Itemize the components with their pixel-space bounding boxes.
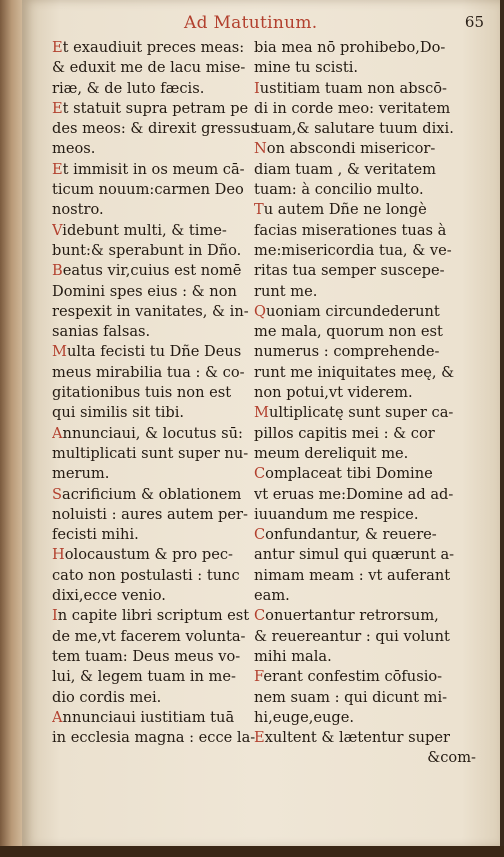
line-text: lui, & legem tuam in me- bbox=[52, 668, 236, 686]
text-line bbox=[52, 99, 274, 119]
text-line bbox=[52, 58, 274, 78]
text-line bbox=[52, 282, 274, 302]
line-text: dio cordis mei. bbox=[52, 688, 162, 706]
line-text: meus mirabilia tua : & co- bbox=[52, 363, 245, 381]
line-text: nostro. bbox=[52, 201, 104, 219]
page-title: Ad Matutinum. bbox=[184, 13, 318, 33]
text-line bbox=[254, 99, 484, 119]
text-line bbox=[254, 505, 484, 525]
rubricated-initial: E bbox=[254, 729, 265, 747]
text-line bbox=[52, 342, 274, 362]
line-text: numerus : comprehende- bbox=[254, 343, 440, 361]
rubricated-initial: A bbox=[52, 708, 63, 726]
line-text: t statuit supra petram pe bbox=[62, 99, 249, 117]
line-text: mine tu scisti. bbox=[254, 59, 359, 77]
line-text: mihi mala. bbox=[254, 647, 332, 665]
line-text: onfundantur, & reuere- bbox=[265, 526, 437, 544]
text-line bbox=[52, 79, 274, 99]
line-text: hi,euge,euge. bbox=[254, 708, 355, 726]
line-text: de me,vt facerem volunta- bbox=[52, 627, 246, 645]
line-text: onuertantur retrorsum, bbox=[265, 607, 439, 625]
text-line bbox=[254, 383, 484, 403]
text-line bbox=[254, 160, 484, 180]
line-text: in ecclesia magna : ecce la- bbox=[52, 729, 256, 747]
line-text: ticum nouum:carmen Deo bbox=[52, 181, 244, 199]
text-line bbox=[52, 383, 274, 403]
text-line bbox=[52, 464, 274, 484]
rubricated-initial: C bbox=[254, 607, 266, 625]
text-line bbox=[52, 424, 274, 444]
text-line bbox=[52, 708, 274, 728]
text-line bbox=[52, 444, 274, 464]
line-text: t immisit in os meum cā- bbox=[62, 160, 245, 178]
line-text: dixi,ecce venio. bbox=[52, 587, 166, 605]
line-text: sanias falsas. bbox=[52, 323, 151, 341]
line-text: n capite libri scriptum est bbox=[57, 607, 250, 625]
rubricated-initial: C bbox=[254, 465, 266, 483]
line-text: me:misericordia tua, & ve- bbox=[254, 241, 452, 259]
rubricated-initial: E bbox=[52, 99, 63, 117]
line-text: di in corde meo: veritatem bbox=[254, 99, 451, 117]
text-line bbox=[52, 667, 274, 687]
line-text: idebunt multi, & time- bbox=[62, 221, 227, 239]
text-line bbox=[52, 505, 274, 525]
text-line bbox=[254, 444, 484, 464]
line-text: t exaudiuit preces meas: bbox=[62, 39, 245, 56]
rubricated-initial: E bbox=[52, 160, 63, 178]
line-text: ulta fecisti tu Dñe Deus bbox=[66, 343, 242, 361]
text-line bbox=[52, 606, 274, 626]
text-line bbox=[254, 119, 484, 139]
line-text: nnunciaui iustitiam tuā bbox=[62, 708, 235, 726]
line-text: pillos capitis mei : & cor bbox=[254, 424, 435, 442]
text-line bbox=[52, 221, 274, 241]
line-text: Domini spes eius : & non bbox=[52, 282, 237, 300]
text-line bbox=[52, 180, 274, 200]
line-text: tuam: à concilio multo. bbox=[254, 181, 424, 199]
line-text: ritas tua semper suscepe- bbox=[254, 262, 445, 280]
text-line bbox=[254, 241, 484, 261]
line-text: nnunciaui, & locutus sū: bbox=[62, 424, 243, 442]
line-text: erant confestim cōfusio- bbox=[263, 668, 443, 686]
rubricated-initial: M bbox=[52, 343, 67, 361]
text-line bbox=[52, 728, 274, 748]
text-line bbox=[52, 627, 274, 647]
line-text: omplaceat tibi Domine bbox=[265, 465, 433, 483]
text-line bbox=[254, 464, 484, 484]
text-line bbox=[52, 200, 274, 220]
line-text: olocaustum & pro pec- bbox=[64, 546, 233, 564]
line-text: acrificium & oblationem bbox=[62, 485, 242, 503]
text-line bbox=[254, 363, 484, 383]
text-line bbox=[254, 342, 484, 362]
line-text: runt me. bbox=[254, 282, 318, 300]
text-line bbox=[52, 241, 274, 261]
rubricated-initial: C bbox=[254, 526, 266, 544]
text-line bbox=[254, 688, 484, 708]
line-text: non potui,vt viderem. bbox=[254, 384, 413, 402]
text-line bbox=[52, 647, 274, 667]
text-line bbox=[254, 261, 484, 281]
line-text: noluisti : aures autem per- bbox=[52, 505, 248, 523]
rubricated-initial: N bbox=[254, 140, 267, 158]
line-text: u autem Dñe ne longè bbox=[263, 201, 427, 219]
text-line bbox=[254, 424, 484, 444]
text-line bbox=[254, 525, 484, 545]
text-line bbox=[254, 139, 484, 159]
line-text: gitationibus tuis non est bbox=[52, 384, 232, 402]
line-text: nimam meam : vt auferant bbox=[254, 566, 451, 584]
text-line bbox=[254, 545, 484, 565]
folio-number: 65 bbox=[464, 13, 484, 31]
line-text: cato non postulasti : tunc bbox=[52, 566, 240, 584]
line-text: respexit in vanitates, & in- bbox=[52, 302, 249, 320]
text-line bbox=[254, 58, 484, 78]
text-line bbox=[52, 545, 274, 565]
line-text: eam. bbox=[254, 587, 290, 605]
line-text: ultiplicatę sunt super ca- bbox=[268, 404, 454, 422]
rubricated-initial: T bbox=[254, 201, 264, 219]
text-line bbox=[52, 688, 274, 708]
text-line bbox=[52, 38, 274, 58]
line-text: iuuandum me respice. bbox=[254, 505, 419, 523]
line-text: & reuereantur : qui volunt bbox=[254, 627, 450, 645]
left-text-column bbox=[52, 38, 274, 748]
text-line bbox=[52, 485, 274, 505]
line-text: on abscondi misericor- bbox=[266, 140, 436, 158]
line-text: uoniam circundederunt bbox=[265, 302, 440, 320]
line-text: bunt:& sperabunt in Dño. bbox=[52, 241, 242, 259]
line-text: runt me iniquitates meę, & bbox=[254, 363, 455, 381]
line-text: meos. bbox=[52, 140, 96, 158]
text-line bbox=[52, 261, 274, 281]
text-line bbox=[254, 403, 484, 423]
line-text: qui similis sit tibi. bbox=[52, 404, 185, 422]
text-line bbox=[254, 200, 484, 220]
line-text: tuam,& salutare tuum dixi. bbox=[254, 120, 454, 138]
text-line bbox=[254, 728, 484, 748]
rubricated-initial: E bbox=[52, 39, 63, 56]
page-bottom-edge bbox=[0, 846, 504, 857]
text-line bbox=[254, 627, 484, 647]
line-text: fecisti mihi. bbox=[52, 526, 139, 544]
text-line bbox=[254, 485, 484, 505]
text-line bbox=[52, 586, 274, 606]
line-text: ustitiam tuam non abscō- bbox=[259, 79, 447, 97]
text-line bbox=[52, 322, 274, 342]
rubricated-initial: Q bbox=[254, 302, 266, 320]
text-line bbox=[254, 282, 484, 302]
text-line bbox=[52, 403, 274, 423]
rubricated-initial: I bbox=[254, 79, 260, 97]
line-text: diam tuam , & veritatem bbox=[254, 160, 436, 178]
line-text: merum. bbox=[52, 465, 110, 483]
rubricated-initial: H bbox=[52, 546, 65, 564]
line-text: antur simul qui quærunt a- bbox=[254, 546, 455, 564]
line-text: multiplicati sunt super nu- bbox=[52, 444, 249, 462]
text-line bbox=[52, 119, 274, 139]
rubricated-initial: B bbox=[52, 262, 63, 280]
text-line bbox=[52, 302, 274, 322]
line-text: & eduxit me de lacu mise- bbox=[52, 59, 246, 77]
line-text: meum dereliquit me. bbox=[254, 444, 409, 462]
line-text: me mala, quorum non est bbox=[254, 323, 443, 341]
line-text: riæ, & de luto fæcis. bbox=[52, 79, 205, 97]
running-header bbox=[22, 13, 500, 35]
rubricated-initial: I bbox=[52, 607, 58, 625]
text-line bbox=[52, 363, 274, 383]
right-text-column bbox=[254, 38, 484, 769]
line-text: bia mea nō prohibebo,Do- bbox=[254, 39, 446, 56]
line-text: vt eruas me:Domine ad ad- bbox=[254, 485, 454, 503]
text-line bbox=[52, 566, 274, 586]
line-text: des meos: & direxit gressus bbox=[52, 120, 258, 138]
rubricated-initial: F bbox=[254, 668, 264, 686]
book-page bbox=[22, 0, 500, 848]
text-line bbox=[254, 647, 484, 667]
text-line bbox=[254, 322, 484, 342]
text-line bbox=[254, 586, 484, 606]
text-line bbox=[254, 302, 484, 322]
text-line bbox=[254, 180, 484, 200]
line-text: xultent & lætentur super bbox=[264, 729, 450, 747]
text-line bbox=[52, 139, 274, 159]
text-line bbox=[254, 667, 484, 687]
catchword: &com- bbox=[427, 749, 476, 767]
text-line bbox=[52, 525, 274, 545]
line-text: facias miserationes tuas à bbox=[254, 221, 447, 239]
text-line bbox=[254, 566, 484, 586]
line-text: nem suam : qui dicunt mi- bbox=[254, 688, 448, 706]
rubricated-initial: V bbox=[52, 221, 63, 239]
text-line bbox=[254, 79, 484, 99]
rubricated-initial: A bbox=[52, 424, 63, 442]
text-line bbox=[254, 606, 484, 626]
rubricated-initial: S bbox=[52, 485, 62, 503]
rubricated-initial: M bbox=[254, 404, 269, 422]
text-line bbox=[254, 708, 484, 728]
line-text: eatus vir,cuius est nomē bbox=[62, 262, 242, 280]
text-line bbox=[254, 221, 484, 241]
text-line bbox=[254, 38, 484, 58]
text-line bbox=[52, 160, 274, 180]
line-text: tem tuam: Deus meus vo- bbox=[52, 647, 241, 665]
